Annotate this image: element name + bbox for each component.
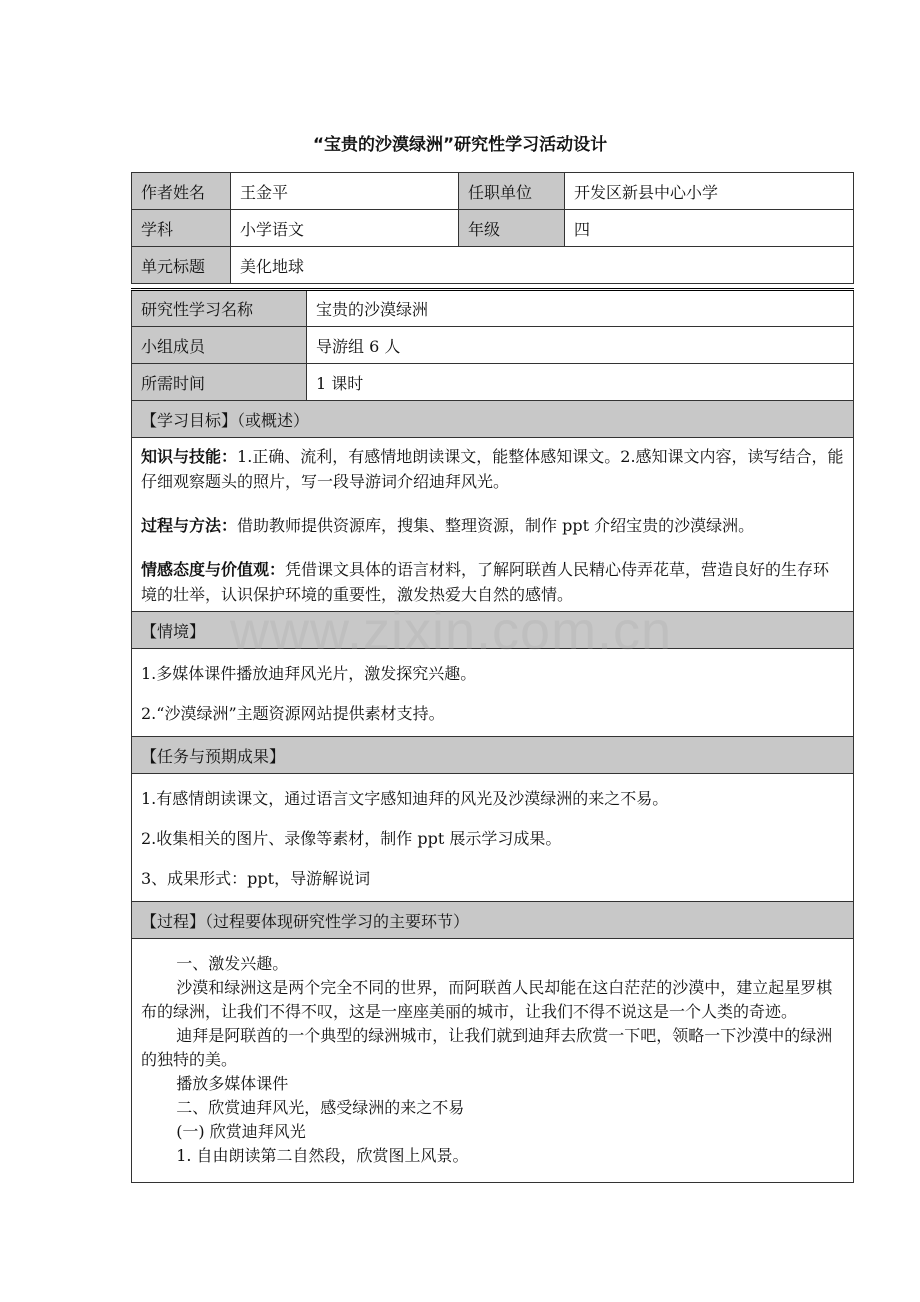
goal-attitude: 情感态度与价值观：凭借课文具体的语言材料，了解阿联酋人民精心侍弄花草，营造良好的生存环境的壮举，认识保护环境的重要性，激发热爱大自然的感情。 (141, 560, 830, 604)
tasks-content (132, 774, 854, 902)
situation-header: 【情境】 (132, 612, 854, 649)
subject-label: 学科 (132, 210, 231, 247)
situation-header-row (132, 612, 854, 649)
subject-value: 小学语文 (231, 210, 459, 247)
process-content (132, 939, 854, 1183)
grade-label: 年级 (459, 210, 565, 247)
process-header: 【过程】（过程要体现研究性学习的主要环节） (132, 902, 854, 939)
author-value: 王金平 (231, 173, 459, 210)
time-value: 1 课时 (307, 364, 854, 401)
watermark: www.zixin.com.cn (230, 601, 673, 661)
unit-label: 任职单位 (459, 173, 565, 210)
unit-value: 开发区新县中心小学 (565, 173, 854, 210)
process-item: 沙漠和绿洲这是两个完全不同的世界，而阿联酋人民却能在这白茫茫的沙漠中，建立起星罗棋布的绿洲，让我们不得不叹，这是一座座美丽的城市，让我们不得不说这是一个人类的奇迹。 (141, 977, 833, 1021)
members-label: 小组成员 (132, 327, 307, 364)
process-item: 1. 自由朗读第二自然段，欣赏图上风景。 (176, 1145, 469, 1165)
study-name-value: 宝贵的沙漠绿洲 (307, 290, 854, 327)
study-name-row (132, 290, 854, 327)
goal-knowledge: 知识与技能：1.正确、流利，有感情地朗读课文，能整体感知课文。2.感知课文内容，读写结合，能仔细观察题头的照片，写一段导游词介绍迪拜风光。 (141, 447, 844, 491)
members-row (132, 327, 854, 364)
goals-row (132, 438, 854, 612)
info-row-author (132, 173, 854, 210)
situation-item: 1.多媒体课件播放迪拜风光片，激发探究兴趣。 (141, 663, 477, 683)
topic-value: 美化地球 (231, 247, 854, 284)
tasks-header: 【任务与预期成果】 (132, 737, 854, 774)
document-title: “宝贵的沙漠绿洲”研究性学习活动设计 (312, 135, 608, 155)
goals-header: 【学习目标】（或概述） (132, 401, 854, 438)
task-item: 3、成果形式：ppt，导游解说词 (141, 868, 371, 888)
members-value: 导游组 6 人 (307, 327, 854, 364)
author-label: 作者姓名 (132, 173, 231, 210)
info-row-subject (132, 210, 854, 247)
process-item: (一) 欣赏迪拜风光 (176, 1121, 306, 1141)
situation-content (132, 649, 854, 737)
info-table (131, 172, 854, 284)
design-table (131, 288, 854, 1183)
task-item: 2.收集相关的图片、录像等素材，制作 ppt 展示学习成果。 (141, 828, 562, 848)
grade-value: 四 (565, 210, 854, 247)
time-row (132, 364, 854, 401)
topic-label: 单元标题 (132, 247, 231, 284)
time-label: 所需时间 (132, 364, 307, 401)
goal-method: 过程与方法：借助教师提供资源库，搜集、整理资源，制作 ppt 介绍宝贵的沙漠绿洲。 (141, 516, 755, 535)
process-item: 二、欣赏迪拜风光，感受绿洲的来之不易 (176, 1097, 465, 1117)
process-item: 迪拜是阿联酋的一个典型的绿洲城市，让我们就到迪拜去欣赏一下吧，领略一下沙漠中的绿洲的独特的美。 (141, 1025, 833, 1069)
tasks-header-row (132, 737, 854, 774)
study-name-label: 研究性学习名称 (132, 290, 307, 327)
process-item: 播放多媒体课件 (176, 1073, 289, 1093)
situation-item: 2.“沙漠绿洲”主题资源网站提供素材支持。 (141, 703, 445, 723)
task-item: 1.有感情朗读课文，通过语言文字感知迪拜的风光及沙漠绿洲的来之不易。 (141, 788, 669, 808)
goals-content (132, 438, 854, 612)
tasks-row (132, 774, 854, 902)
process-item: 一、激发兴趣。 (176, 953, 289, 973)
process-row (132, 939, 854, 1183)
process-header-row (132, 902, 854, 939)
info-row-topic (132, 247, 854, 284)
goals-header-row (132, 401, 854, 438)
situation-row (132, 649, 854, 737)
